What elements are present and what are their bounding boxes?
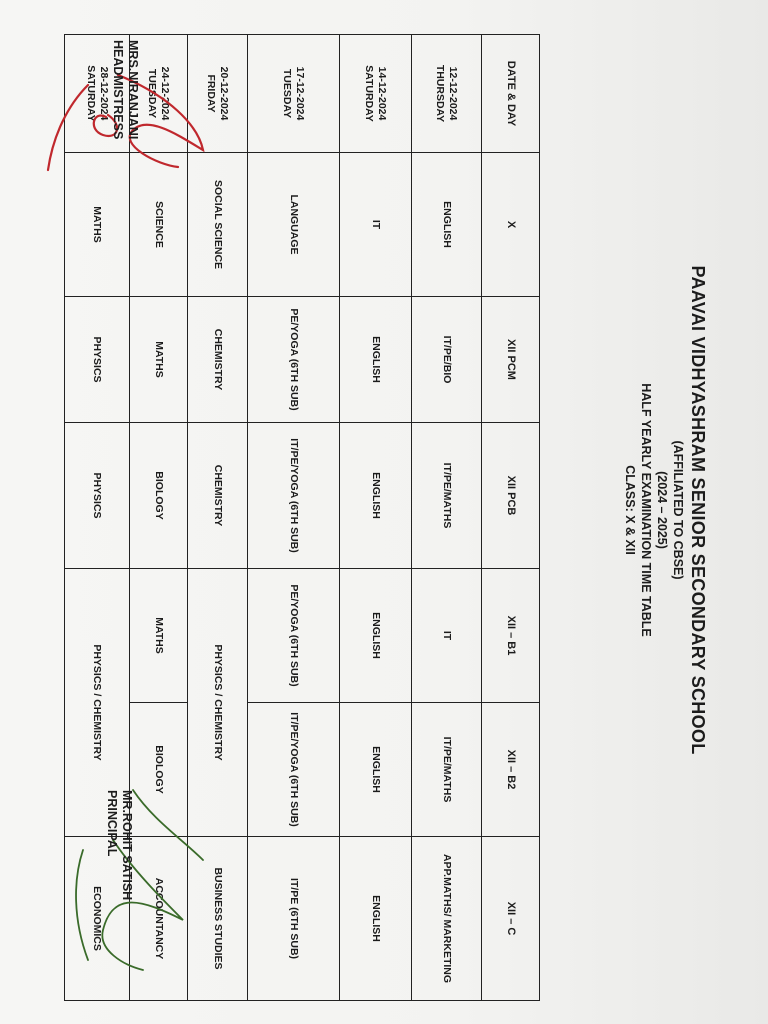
subject-cell: MATHS: [65, 153, 130, 297]
academic-year: (2024 – 2025): [655, 471, 669, 549]
subject-cell: IT/PE/YOGA (6TH SUB): [248, 703, 340, 837]
exam-title: HALF YEARLY EXAMINATION TIME TABLE: [639, 383, 653, 637]
principal-title: PRINCIPAL: [105, 790, 119, 857]
merged-subject-cell: PHYSICS / CHEMISTRY: [188, 569, 248, 837]
column-header: XII – C: [482, 837, 540, 1001]
principal-name: MR.ROHIT SATISH: [120, 790, 134, 901]
date-text: 17-12-2024: [294, 66, 307, 121]
subject-cell: CHEMISTRY: [188, 297, 248, 423]
day-text: TUESDAY: [281, 68, 294, 119]
column-header: XII PCM: [482, 297, 540, 423]
table-header-row: [482, 35, 540, 1001]
subject-cell: PE/YOGA (6TH SUB): [248, 297, 340, 423]
subject-cell: ECONOMICS: [65, 837, 130, 1001]
subject-cell: BIOLOGY: [130, 703, 188, 837]
subject-cell: BIOLOGY: [130, 423, 188, 569]
table-row: [248, 35, 340, 1001]
subject-cell: BUSINESS STUDIES: [188, 837, 248, 1001]
column-header: XII – B2: [482, 703, 540, 837]
document-header: [623, 250, 708, 770]
subject-cell: ENGLISH: [340, 703, 412, 837]
subject-cell: IT: [340, 153, 412, 297]
date-text: 12-12-2024: [447, 66, 460, 121]
table-row: [412, 35, 482, 1001]
day-text: TUESDAY: [146, 68, 159, 119]
subject-cell: ENGLISH: [340, 297, 412, 423]
date-text: 20-12-2024: [218, 66, 231, 121]
headmistress-block: [110, 40, 140, 139]
headmistress-title: HEADMISTRESS: [111, 40, 125, 140]
subject-cell: ENGLISH: [340, 569, 412, 703]
headmistress-name: MRS.NIRANJANI: [126, 40, 140, 140]
subject-cell: IT/PE (6TH SUB): [248, 837, 340, 1001]
subject-cell: ENGLISH: [340, 837, 412, 1001]
column-header: X: [482, 153, 540, 297]
day-text: THURSDAY: [434, 64, 447, 123]
subject-cell: SOCIAL SCIENCE: [188, 153, 248, 297]
date-cell: [248, 35, 340, 153]
day-text: SATURDAY: [363, 65, 376, 122]
subject-cell: ENGLISH: [412, 153, 482, 297]
principal-signature-scribble: [53, 780, 223, 980]
subject-cell: SCIENCE: [130, 153, 188, 297]
day-text: FRIDAY: [205, 74, 218, 113]
subject-cell: IT/PE/YOGA (6TH SUB): [248, 423, 340, 569]
affiliation: (AFFILIATED TO CBSE): [671, 440, 685, 580]
day-text: SATURDAY: [85, 65, 97, 122]
subject-cell: MATHS: [130, 569, 188, 703]
date-cell: [412, 35, 482, 153]
date-cell: [340, 35, 412, 153]
school-name: PAAVAI VIDHYASHRAM SENIOR SECONDARY SCHOOL: [688, 265, 708, 755]
subject-cell: CHEMISTRY: [188, 423, 248, 569]
table-row: [340, 35, 412, 1001]
subject-cell: IT: [412, 569, 482, 703]
subject-cell: ACCOUNTANCY: [130, 837, 188, 1001]
subject-cell: PHYSICS: [65, 423, 130, 569]
subject-cell: IT/PE/BIO: [412, 297, 482, 423]
subject-cell: MATHS: [130, 297, 188, 423]
subject-cell: IT/PE/MATHS: [412, 423, 482, 569]
principal-block: [104, 790, 134, 900]
subject-cell: LANGUAGE: [248, 153, 340, 297]
column-header: XII PCB: [482, 423, 540, 569]
column-header: XII – B1: [482, 569, 540, 703]
subject-cell: PHYSICS: [65, 297, 130, 423]
subject-cell: ENGLISH: [340, 423, 412, 569]
subject-cell: APP.MATHS/ MARKETING: [412, 837, 482, 1001]
subject-cell: IT/PE/MATHS: [412, 703, 482, 837]
date-text: 28-12-2024: [98, 66, 110, 121]
column-header: DATE & DAY: [482, 35, 540, 153]
date-text: 24-12-2024: [159, 66, 172, 121]
subject-cell: PE/YOGA (6TH SUB): [248, 569, 340, 703]
class-label: CLASS: X & XII: [623, 465, 637, 555]
date-text: 14-12-2024: [376, 66, 389, 121]
merged-subject-cell: PHYSICS / CHEMISTRY: [65, 569, 130, 837]
